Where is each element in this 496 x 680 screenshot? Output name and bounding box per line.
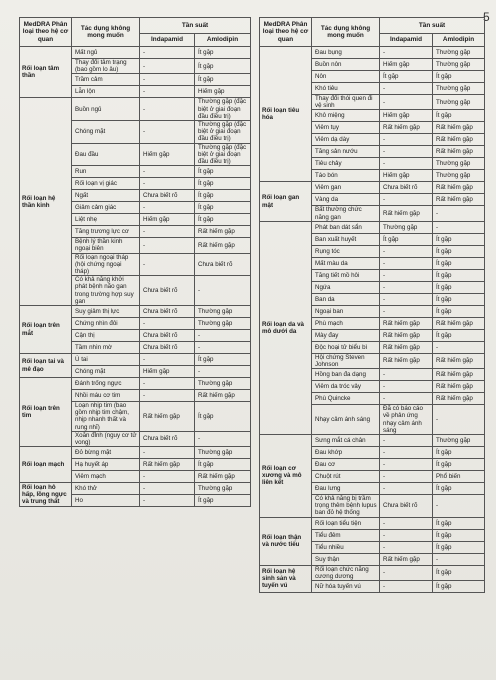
effect-cell: Đánh trống ngực	[72, 378, 140, 390]
amlodipin-cell: Ít gặp	[433, 329, 485, 341]
amlodipin-cell: Ít gặp	[433, 71, 485, 83]
table-row	[20, 447, 251, 459]
effect-cell: Ngất	[72, 190, 140, 202]
amlodipin-cell: Rất hiếm gặp	[433, 134, 485, 146]
effect-cell: Ban xuất huyết	[312, 233, 380, 245]
table-row	[20, 354, 251, 366]
indapamid-cell: -	[380, 83, 433, 95]
amlodipin-cell: Rất hiếm gặp	[433, 122, 485, 134]
indapamid-cell: Chưa biết rõ	[380, 495, 433, 518]
amlodipin-cell: Thường gặp (đặc biệt ở giai đoạn đầu điều trị)	[195, 121, 251, 144]
amlodipin-cell: -	[433, 221, 485, 233]
amlodipin-cell: Rất hiếm gặp	[195, 471, 251, 483]
header-amlodipin: Amlodipin	[195, 34, 251, 47]
indapamid-cell: -	[140, 471, 195, 483]
indapamid-cell: Chưa biết rõ	[380, 182, 433, 194]
amlodipin-cell: -	[433, 495, 485, 518]
effect-cell: Liệt nhẹ	[72, 214, 140, 226]
indapamid-cell: Chưa biết rõ	[140, 330, 195, 342]
indapamid-cell: Hiếm gặp	[140, 366, 195, 378]
indapamid-cell: Thường gặp	[380, 221, 433, 233]
amlodipin-cell: Ít gặp	[433, 565, 485, 580]
amlodipin-cell: Ít gặp	[433, 281, 485, 293]
amlodipin-cell: Ít gặp	[195, 202, 251, 214]
amlodipin-cell: Ít gặp	[195, 354, 251, 366]
amlodipin-cell: Rất hiếm gặp	[195, 226, 251, 238]
header-frequency: Tần suất	[380, 18, 485, 34]
indapamid-cell: -	[380, 581, 433, 593]
category-cell: Rối loạn cơ xương và mô liên kết	[260, 435, 312, 518]
header-soc: MedDRA Phân loại theo hệ cơ quan	[260, 18, 312, 47]
indapamid-cell: -	[140, 178, 195, 190]
amlodipin-cell: Rất hiếm gặp	[433, 393, 485, 405]
indapamid-cell: -	[380, 565, 433, 580]
amlodipin-cell: -	[195, 330, 251, 342]
effect-cell: Vàng da	[312, 194, 380, 206]
indapamid-cell: -	[380, 293, 433, 305]
effect-cell: Suy thận	[312, 553, 380, 565]
amlodipin-cell: Ít gặp	[433, 517, 485, 529]
indapamid-cell: Chưa biết rõ	[140, 306, 195, 318]
effect-cell: Buồn nôn	[312, 59, 380, 71]
effect-cell: Mất ngủ	[72, 47, 140, 59]
effect-cell: Phù mạch	[312, 317, 380, 329]
indapamid-cell: Chưa biết rõ	[140, 276, 195, 306]
category-cell: Rối loạn hô hấp, lồng ngực và trung thất	[20, 483, 72, 507]
amlodipin-cell: Ít gặp	[195, 214, 251, 226]
effect-cell: Viêm tụy	[312, 122, 380, 134]
header-indapamid: Indapamid	[380, 34, 433, 47]
table-row	[260, 435, 485, 447]
amlodipin-cell: Rất hiếm gặp	[433, 146, 485, 158]
effect-cell: Có khả năng bị trầm trọng thêm bệnh lupus ban đỏ hệ thống	[312, 495, 380, 518]
amlodipin-cell: Rất hiếm gặp	[433, 194, 485, 206]
effect-cell: Rối loạn vị giác	[72, 178, 140, 190]
effect-cell: Bất thường chức năng gan	[312, 206, 380, 221]
indapamid-cell: -	[380, 369, 433, 381]
category-cell: Rối loạn thận và nước tiểu	[260, 517, 312, 565]
amlodipin-cell: Ít gặp	[195, 459, 251, 471]
effect-cell: Tăng sản nướu	[312, 146, 380, 158]
effect-cell: Nhạy cảm ánh sáng	[312, 405, 380, 435]
effect-cell: Hạ huyết áp	[72, 459, 140, 471]
amlodipin-cell: Ít gặp	[195, 402, 251, 432]
category-cell: Rối loạn tai và mê đạo	[20, 354, 72, 378]
effect-cell: Rụng tóc	[312, 245, 380, 257]
header-indapamid: Indapamid	[140, 34, 195, 47]
indapamid-cell: Rất hiếm gặp	[140, 459, 195, 471]
amlodipin-cell: Ít gặp	[195, 190, 251, 202]
indapamid-cell: -	[140, 74, 195, 86]
effect-cell: Nôn	[312, 71, 380, 83]
amlodipin-cell: Rất hiếm gặp	[433, 381, 485, 393]
effect-cell: Ngứa	[312, 281, 380, 293]
effect-cell: Xoắn đỉnh (nguy cơ tử vong)	[72, 431, 140, 446]
effect-cell: Chuột rút	[312, 471, 380, 483]
amlodipin-cell: Ít gặp	[195, 495, 251, 507]
amlodipin-cell: Thường gặp	[433, 158, 485, 170]
indapamid-cell: -	[380, 281, 433, 293]
effect-cell: Lẫn lộn	[72, 86, 140, 98]
amlodipin-cell: Thường gặp	[195, 318, 251, 330]
amlodipin-cell: Thường gặp	[433, 170, 485, 182]
indapamid-cell: -	[140, 378, 195, 390]
indapamid-cell: -	[380, 459, 433, 471]
indapamid-cell: -	[380, 95, 433, 110]
amlodipin-cell: Ít gặp	[433, 581, 485, 593]
effect-cell: Khó tiêu	[312, 83, 380, 95]
amlodipin-cell: Rất hiếm gặp	[433, 317, 485, 329]
indapamid-cell: -	[140, 390, 195, 402]
indapamid-cell: -	[380, 393, 433, 405]
effect-cell: Nhồi máu cơ tim	[72, 390, 140, 402]
category-cell: Rối loạn trên mắt	[20, 306, 72, 354]
effect-cell: Chóng mặt	[72, 121, 140, 144]
indapamid-cell: -	[380, 435, 433, 447]
amlodipin-cell: Ít gặp	[433, 257, 485, 269]
amlodipin-cell: Ít gặp	[433, 483, 485, 495]
effect-cell: Đau lưng	[312, 483, 380, 495]
table-row	[260, 47, 485, 59]
effect-cell: Tiểu nhiều	[312, 541, 380, 553]
amlodipin-cell: Chưa biết rõ	[195, 253, 251, 276]
amlodipin-cell: -	[433, 553, 485, 565]
indapamid-cell: -	[380, 483, 433, 495]
header-soc: MedDRA Phân loại theo hệ cơ quan	[20, 18, 72, 47]
effect-cell: Bệnh lý thần kinh ngoại biên	[72, 238, 140, 253]
effect-cell: Chứng nhìn đôi	[72, 318, 140, 330]
amlodipin-cell: Thường gặp	[433, 435, 485, 447]
indapamid-cell: Hiếm gặp	[380, 110, 433, 122]
indapamid-cell: -	[380, 447, 433, 459]
amlodipin-cell: -	[433, 206, 485, 221]
amlodipin-cell: Thường gặp	[195, 306, 251, 318]
effect-cell: Khó thở	[72, 483, 140, 495]
table-row	[260, 565, 485, 580]
header-effect: Tác dụng không mong muốn	[312, 18, 380, 47]
indapamid-cell: -	[140, 202, 195, 214]
category-cell: Rối loạn gan mật	[260, 182, 312, 221]
indapamid-cell: Đã có báo cáo về phản ứng nhạy cảm ánh sáng	[380, 405, 433, 435]
amlodipin-cell: Thường gặp	[433, 59, 485, 71]
indapamid-cell: -	[140, 318, 195, 330]
effect-cell: Mất màu da	[312, 257, 380, 269]
amlodipin-cell: -	[433, 341, 485, 353]
effect-cell: Tăng trương lực cơ	[72, 226, 140, 238]
table-row	[20, 378, 251, 390]
amlodipin-cell: Ít gặp	[433, 110, 485, 122]
effect-cell: Ban da	[312, 293, 380, 305]
indapamid-cell: -	[380, 194, 433, 206]
effect-cell: Đau đầu	[72, 143, 140, 166]
amlodipin-cell: Ít gặp	[433, 459, 485, 471]
category-cell: Rối loạn hệ thần kinh	[20, 98, 72, 306]
effect-cell: Suy giảm thị lực	[72, 306, 140, 318]
indapamid-cell: Rất hiếm gặp	[380, 329, 433, 341]
table-row	[260, 221, 485, 233]
table-row	[260, 182, 485, 194]
effect-cell: Có khả năng khởi phát bệnh não gan trong trường hợp suy gan	[72, 276, 140, 306]
effect-cell: Đau khớp	[312, 447, 380, 459]
indapamid-cell: -	[380, 47, 433, 59]
amlodipin-cell: Phổ biến	[433, 471, 485, 483]
category-cell: Rối loạn mạch	[20, 447, 72, 483]
effect-cell: Buồn ngủ	[72, 98, 140, 121]
amlodipin-cell: Thường gặp	[195, 447, 251, 459]
effect-cell: Thay đổi tâm trạng (bao gồm lo âu)	[72, 59, 140, 74]
table-row	[260, 517, 485, 529]
amlodipin-cell: Thường gặp (đặc biệt ở giai đoạn đầu điều trị)	[195, 98, 251, 121]
category-cell: Rối loạn hệ sinh sản và tuyến vú	[260, 565, 312, 592]
indapamid-cell: -	[380, 269, 433, 281]
effect-cell: Độc hoại tử biểu bì	[312, 341, 380, 353]
amlodipin-cell: Rất hiếm gặp	[433, 182, 485, 194]
table-row	[20, 98, 251, 121]
effect-cell: Táo bón	[312, 170, 380, 182]
effect-cell: Sưng mắt cá chân	[312, 435, 380, 447]
indapamid-cell: -	[140, 495, 195, 507]
left-adverse-effects-table	[19, 17, 251, 507]
amlodipin-cell: Ít gặp	[433, 245, 485, 257]
table-row	[20, 483, 251, 495]
amlodipin-cell: Rất hiếm gặp	[433, 353, 485, 368]
amlodipin-cell: Thường gặp (đặc biệt ở giai đoạn đầu điều trị)	[195, 143, 251, 166]
effect-cell: Viêm dạ dày	[312, 134, 380, 146]
amlodipin-cell: Ít gặp	[195, 59, 251, 74]
indapamid-cell: Rất hiếm gặp	[380, 353, 433, 368]
category-cell: Rối loạn tâm thần	[20, 47, 72, 98]
effect-cell: Ù tai	[72, 354, 140, 366]
table-row	[20, 47, 251, 59]
indapamid-cell: Ít gặp	[380, 233, 433, 245]
indapamid-cell: Rất hiếm gặp	[380, 553, 433, 565]
amlodipin-cell: Ít gặp	[433, 529, 485, 541]
indapamid-cell: -	[380, 517, 433, 529]
effect-cell: Ho	[72, 495, 140, 507]
indapamid-cell: -	[380, 529, 433, 541]
effect-cell: Đỏ bừng mặt	[72, 447, 140, 459]
effect-cell: Rối loạn chức năng cương dương	[312, 565, 380, 580]
indapamid-cell: -	[140, 447, 195, 459]
indapamid-cell: Chưa biết rõ	[140, 190, 195, 202]
indapamid-cell: -	[140, 121, 195, 144]
indapamid-cell: -	[380, 245, 433, 257]
indapamid-cell: -	[140, 98, 195, 121]
effect-cell: Nữ hóa tuyến vú	[312, 581, 380, 593]
indapamid-cell: Chưa biết rõ	[140, 342, 195, 354]
indapamid-cell: -	[380, 471, 433, 483]
effect-cell: Tiểu đêm	[312, 529, 380, 541]
indapamid-cell: -	[380, 305, 433, 317]
effect-cell: Đau bụng	[312, 47, 380, 59]
indapamid-cell: Ít gặp	[380, 71, 433, 83]
indapamid-cell: -	[380, 381, 433, 393]
effect-cell: Đau cơ	[312, 459, 380, 471]
indapamid-cell: -	[140, 483, 195, 495]
amlodipin-cell: Ít gặp	[433, 293, 485, 305]
effect-cell: Phù Quincke	[312, 393, 380, 405]
indapamid-cell: Rất hiếm gặp	[380, 122, 433, 134]
amlodipin-cell: Rất hiếm gặp	[195, 390, 251, 402]
amlodipin-cell: Ít gặp	[195, 166, 251, 178]
indapamid-cell: -	[140, 86, 195, 98]
effect-cell: Mày đay	[312, 329, 380, 341]
page-number: 5	[483, 10, 490, 24]
category-cell: Rối loạn da và mô dưới da	[260, 221, 312, 434]
indapamid-cell: -	[140, 166, 195, 178]
effect-cell: Trầm cảm	[72, 74, 140, 86]
effect-cell: Tăng tiết mồ hôi	[312, 269, 380, 281]
effect-cell: Phát ban dát sẩn	[312, 221, 380, 233]
amlodipin-cell: Ít gặp	[433, 305, 485, 317]
effect-cell: Ngoại ban	[312, 305, 380, 317]
effect-cell: Hội chứng Steven Johnson	[312, 353, 380, 368]
effect-cell: Rối loạn tiểu tiện	[312, 517, 380, 529]
amlodipin-cell: -	[195, 342, 251, 354]
indapamid-cell: Hiếm gặp	[140, 143, 195, 166]
indapamid-cell: -	[140, 253, 195, 276]
indapamid-cell: Rất hiếm gặp	[380, 206, 433, 221]
effect-cell: Chóng mặt	[72, 366, 140, 378]
effect-cell: Tiêu chảy	[312, 158, 380, 170]
amlodipin-cell: Thường gặp	[195, 483, 251, 495]
amlodipin-cell: Hiếm gặp	[195, 86, 251, 98]
amlodipin-cell: Ít gặp	[433, 447, 485, 459]
amlodipin-cell: Rất hiếm gặp	[433, 369, 485, 381]
amlodipin-cell: -	[195, 431, 251, 446]
effect-cell: Viêm da tróc vảy	[312, 381, 380, 393]
amlodipin-cell: Ít gặp	[195, 178, 251, 190]
effect-cell: Run	[72, 166, 140, 178]
effect-cell: Khô miệng	[312, 110, 380, 122]
indapamid-cell: -	[140, 238, 195, 253]
effect-cell: Loạn nhịp tim (bao gồm nhịp tim chậm, nhịp nhanh thất và rung nhĩ)	[72, 402, 140, 432]
indapamid-cell: -	[140, 226, 195, 238]
effect-cell: Thay đổi thói quen đi vệ sinh	[312, 95, 380, 110]
amlodipin-cell: Rất hiếm gặp	[195, 238, 251, 253]
category-cell: Rối loạn tiêu hóa	[260, 47, 312, 182]
amlodipin-cell: Ít gặp	[195, 74, 251, 86]
indapamid-cell: -	[380, 146, 433, 158]
amlodipin-cell: Ít gặp	[195, 47, 251, 59]
header-amlodipin: Amlodipin	[433, 34, 485, 47]
indapamid-cell: -	[380, 134, 433, 146]
effect-cell: Viêm mạch	[72, 471, 140, 483]
header-frequency: Tần suất	[140, 18, 251, 34]
amlodipin-cell: Ít gặp	[433, 269, 485, 281]
amlodipin-cell: -	[195, 366, 251, 378]
amlodipin-cell: -	[195, 276, 251, 306]
amlodipin-cell: Thường gặp	[433, 83, 485, 95]
table-row	[20, 306, 251, 318]
indapamid-cell: Rất hiếm gặp	[380, 317, 433, 329]
indapamid-cell: -	[140, 59, 195, 74]
indapamid-cell: -	[380, 541, 433, 553]
effect-cell: Rối loạn ngoại tháp (hội chứng ngoại tháp)	[72, 253, 140, 276]
amlodipin-cell: Thường gặp	[195, 378, 251, 390]
indapamid-cell: Hiếm gặp	[380, 59, 433, 71]
effect-cell: Viêm gan	[312, 182, 380, 194]
amlodipin-cell: Ít gặp	[433, 233, 485, 245]
indapamid-cell: -	[140, 354, 195, 366]
indapamid-cell: -	[140, 47, 195, 59]
effect-cell: Cận thị	[72, 330, 140, 342]
indapamid-cell: Rất hiếm gặp	[380, 341, 433, 353]
category-cell: Rối loạn trên tim	[20, 378, 72, 447]
effect-cell: Giảm cảm giác	[72, 202, 140, 214]
indapamid-cell: -	[380, 158, 433, 170]
indapamid-cell: Hiếm gặp	[140, 214, 195, 226]
amlodipin-cell: Thường gặp	[433, 47, 485, 59]
indapamid-cell: Chưa biết rõ	[140, 431, 195, 446]
indapamid-cell: -	[380, 257, 433, 269]
indapamid-cell: Rất hiếm gặp	[140, 402, 195, 432]
amlodipin-cell: Thường gặp	[433, 95, 485, 110]
effect-cell: Tầm nhìn mờ	[72, 342, 140, 354]
right-adverse-effects-table	[259, 17, 485, 593]
amlodipin-cell: Ít gặp	[433, 541, 485, 553]
header-effect: Tác dụng không mong muốn	[72, 18, 140, 47]
indapamid-cell: Hiếm gặp	[380, 170, 433, 182]
amlodipin-cell: -	[433, 405, 485, 435]
effect-cell: Hồng ban đa dạng	[312, 369, 380, 381]
